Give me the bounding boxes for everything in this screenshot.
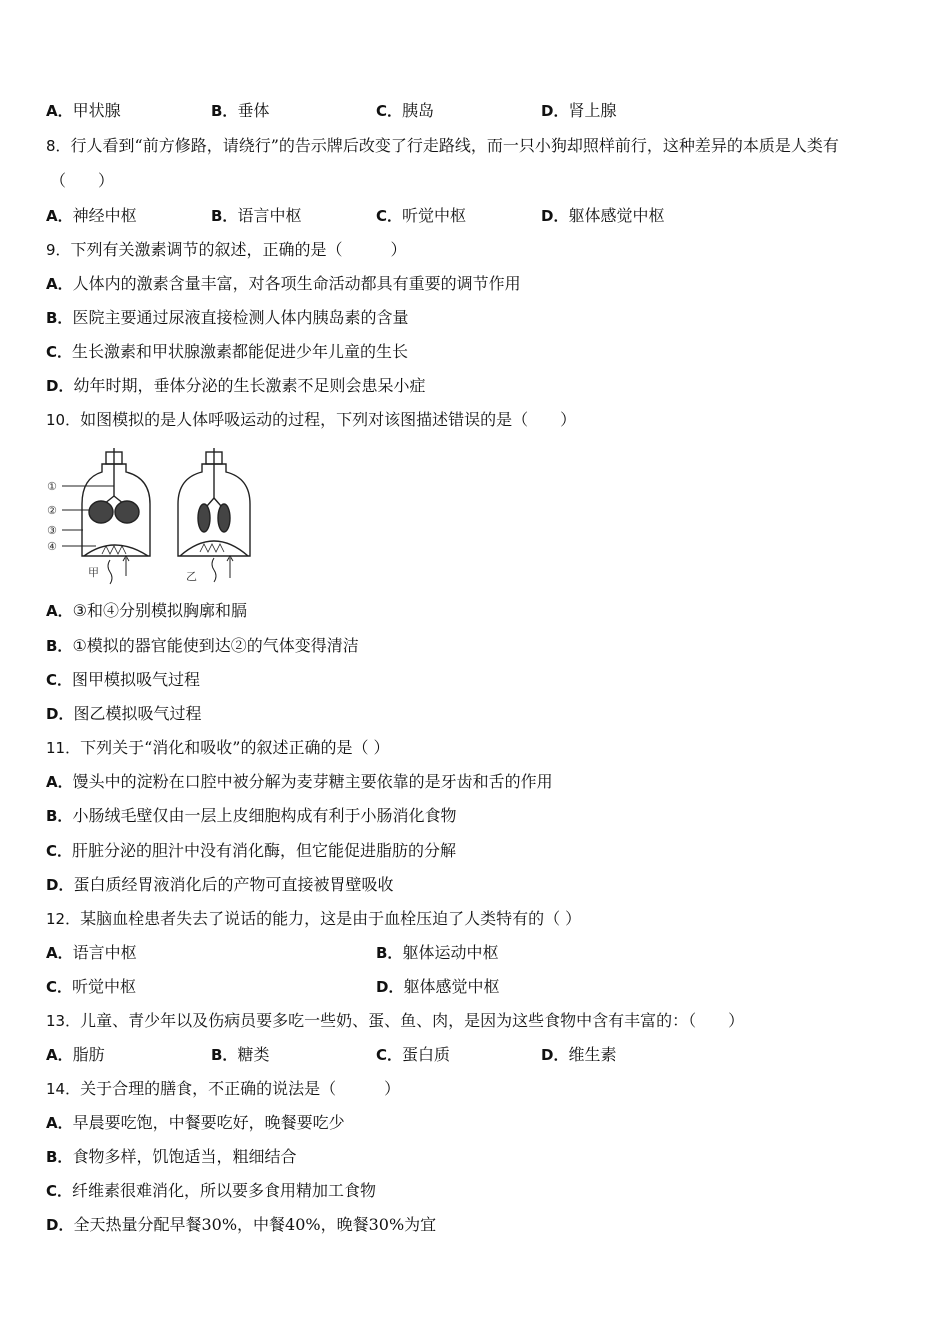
q7-option-d: D．肾上腺 bbox=[541, 101, 617, 120]
q12-stem: 12．某脑血栓患者失去了说话的能力，这是由于血栓压迫了人类特有的（ ） bbox=[46, 909, 582, 928]
q8-blank: （ ） bbox=[50, 171, 115, 190]
marker-4: ④ bbox=[47, 540, 57, 553]
q11-stem: 11．下列关于“消化和吸收”的叙述正确的是（ ） bbox=[46, 738, 390, 757]
jar-jia bbox=[82, 448, 150, 584]
q10-option-d: D．图乙模拟吸气过程 bbox=[46, 704, 202, 723]
q10-stem: 10．如图模拟的是人体呼吸运动的过程，下列对该图描述错误的是（ ） bbox=[46, 410, 577, 429]
caption-yi: 乙 bbox=[186, 570, 197, 583]
q8-option-a: A．神经中枢 bbox=[46, 206, 137, 225]
q13-stem: 13．儿童、青少年以及伤病员要多吃一些奶、蛋、鱼、肉，是因为这些食物中含有丰富的：（ ） bbox=[46, 1011, 745, 1030]
jar-yi-membrane-texture bbox=[200, 544, 224, 552]
q8-option-d: D．躯体感觉中枢 bbox=[541, 206, 665, 225]
q13-option-a: A．脂肪 bbox=[46, 1045, 105, 1064]
caption-jia: 甲 bbox=[88, 566, 99, 579]
jar-yi-right-lung bbox=[218, 504, 230, 532]
marker-1: ① bbox=[47, 480, 57, 493]
q13-option-b: B．糖类 bbox=[211, 1045, 270, 1064]
q11-option-c: C．肝脏分泌的胆汁中没有消化酶，但它能促进脂肪的分解 bbox=[46, 841, 457, 860]
breathing-model-figure bbox=[46, 448, 266, 588]
q14-option-c: C．纤维素很难消化，所以要多食用精加工食物 bbox=[46, 1181, 377, 1200]
q9-stem: 9．下列有关激素调节的叙述，正确的是（ ） bbox=[46, 240, 407, 259]
jar-yi-bronchi bbox=[207, 498, 221, 506]
jar-jia-hand bbox=[108, 560, 112, 584]
q8-option-c: C．听觉中枢 bbox=[376, 206, 467, 225]
q10-option-c: C．图甲模拟吸气过程 bbox=[46, 670, 201, 689]
q10-option-b: B．①模拟的器官能使到达②的气体变得清洁 bbox=[46, 636, 359, 655]
q12-option-d: D．躯体感觉中枢 bbox=[376, 977, 500, 996]
q12-option-a: A．语言中枢 bbox=[46, 943, 137, 962]
marker-3: ③ bbox=[47, 524, 57, 537]
q9-option-b: B．医院主要通过尿液直接检测人体内胰岛素的含量 bbox=[46, 308, 409, 327]
q7-option-b: B．垂体 bbox=[211, 101, 270, 120]
q10-option-a: A．③和④分别模拟胸廓和膈 bbox=[46, 601, 247, 620]
q8-option-b: B．语言中枢 bbox=[211, 206, 302, 225]
jar-jia-membrane-texture bbox=[102, 546, 126, 554]
q11-option-d: D．蛋白质经胃液消化后的产物可直接被胃壁吸收 bbox=[46, 875, 394, 894]
marker-2: ② bbox=[47, 504, 57, 517]
q9-option-a: A．人体内的激素含量丰富，对各项生命活动都具有重要的调节作用 bbox=[46, 274, 521, 293]
q13-option-c: C．蛋白质 bbox=[376, 1045, 451, 1064]
q8-stem: 8．行人看到“前方修路，请绕行”的告示牌后改变了行走路线，而一只小狗却照样前行，这种差异的本质是人类有 bbox=[46, 136, 839, 155]
q9-option-c: C．生长激素和甲状腺激素都能促进少年儿童的生长 bbox=[46, 342, 409, 361]
jar-yi-left-lung bbox=[198, 504, 210, 532]
q11-option-a: A．馒头中的淀粉在口腔中被分解为麦芽糖主要依靠的是牙齿和舌的作用 bbox=[46, 772, 553, 791]
q9-option-d: D．幼年时期，垂体分泌的生长激素不足则会患呆小症 bbox=[46, 376, 426, 395]
jar-yi-hand bbox=[212, 558, 216, 582]
q7-option-c: C．胰岛 bbox=[376, 101, 435, 120]
q7-option-a: A．甲状腺 bbox=[46, 101, 121, 120]
jar-jia-left-lung bbox=[89, 501, 113, 523]
breathing-model-diagram bbox=[46, 448, 266, 588]
q12-option-b: B．躯体运动中枢 bbox=[376, 943, 499, 962]
q12-option-c: C．听觉中枢 bbox=[46, 977, 137, 996]
q14-option-a: A．早晨要吃饱，中餐要吃好，晚餐要吃少 bbox=[46, 1113, 345, 1132]
q14-option-b: B．食物多样，饥饱适当，粗细结合 bbox=[46, 1147, 297, 1166]
q14-option-d: D．全天热量分配早餐30%，中餐40%，晚餐30%为宜 bbox=[46, 1215, 437, 1234]
jar-yi bbox=[178, 448, 250, 582]
q11-option-b: B．小肠绒毛壁仅由一层上皮细胞构成有利于小肠消化食物 bbox=[46, 806, 457, 825]
jar-jia-right-lung bbox=[115, 501, 139, 523]
q13-option-d: D．维生素 bbox=[541, 1045, 617, 1064]
q14-stem: 14．关于合理的膳食，不正确的说法是（ ） bbox=[46, 1079, 401, 1098]
